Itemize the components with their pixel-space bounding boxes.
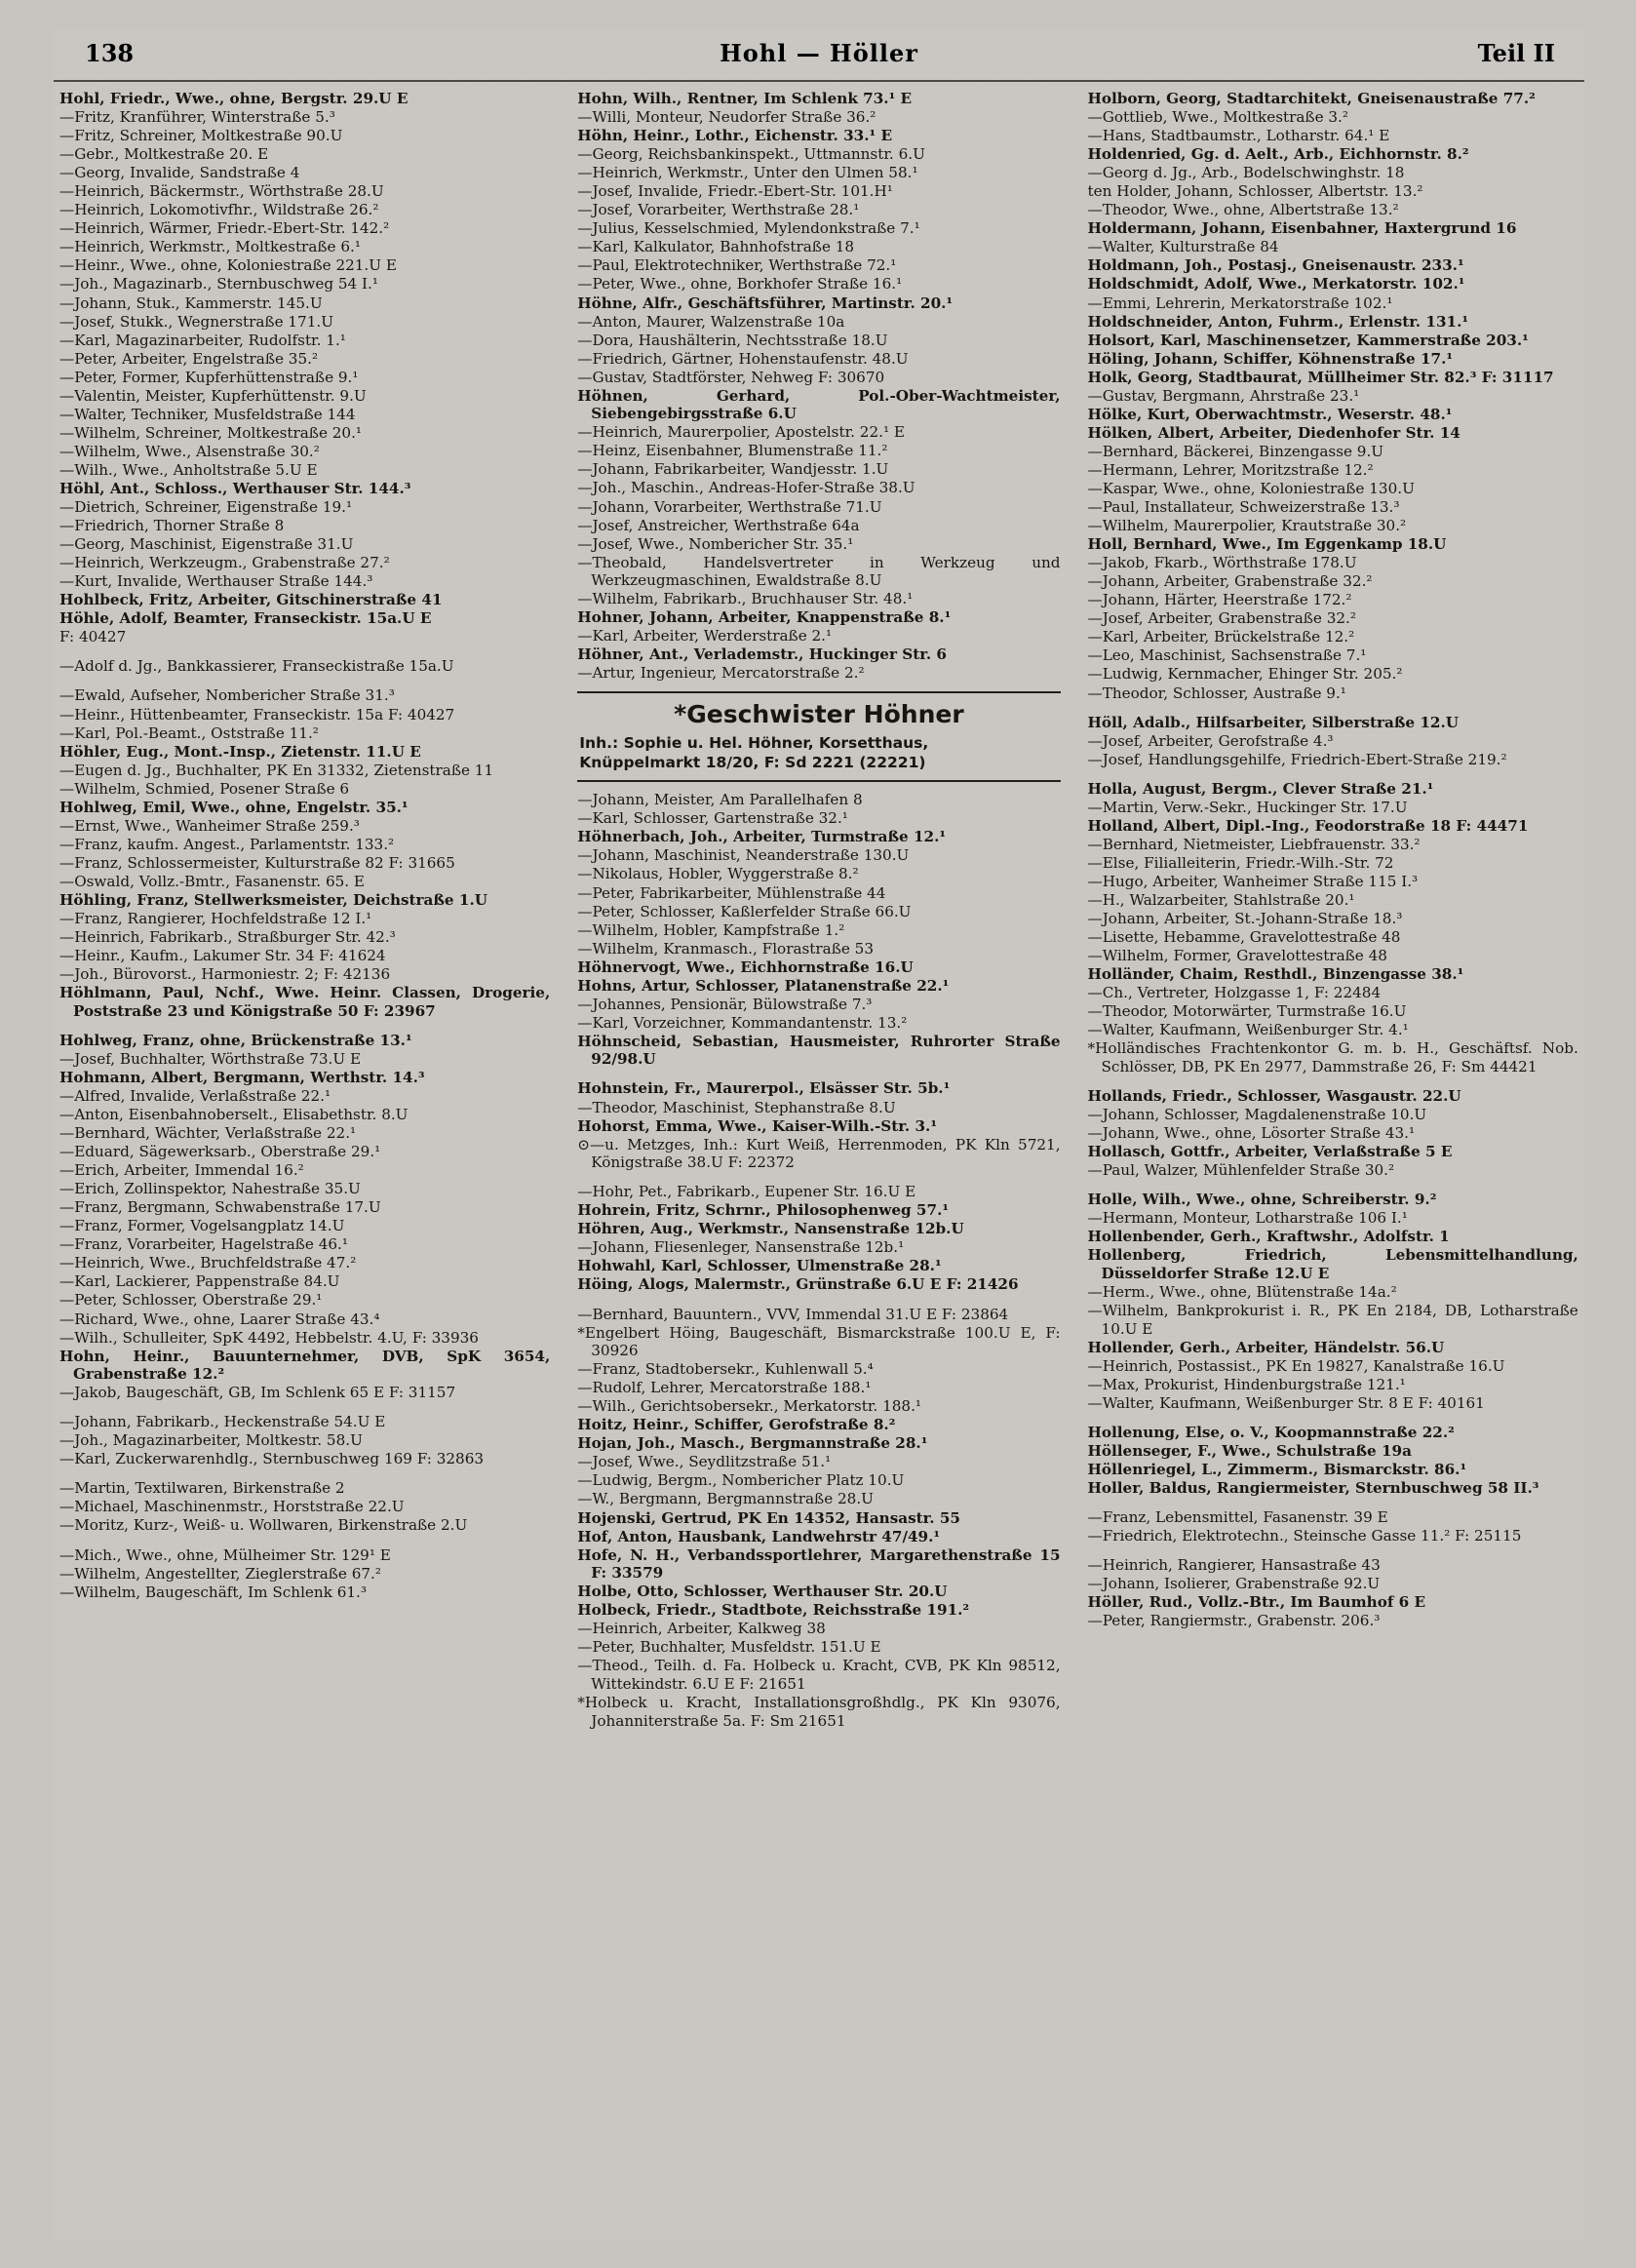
directory-entry: —Franz, Bergmann, Schwabenstraße 17.U xyxy=(59,1198,381,1217)
directory-entry: Holland, Albert, Dipl.-Ing., Feodorstraße 18 F: 44471 xyxy=(1087,816,1529,835)
directory-entry: —Joh., Maschin., Andreas-Hofer-Straße 38.U xyxy=(577,479,915,497)
directory-entry: —Karl, Magazinarbeiter, Rudolfstr. 1.¹ xyxy=(59,331,346,349)
directory-entry: Hoitz, Heinr., Schiffer, Gerofstraße 8.² xyxy=(577,1416,896,1434)
directory-entry: —Dietrich, Schreiner, Eigenstraße 19.¹ xyxy=(59,498,353,517)
directory-entry: Höhlmann, Paul, Nchf., Wwe. Heinr. Classen, Drogerie, Poststraße 23 und Königstraße 50 F: 23967 xyxy=(59,984,551,1020)
directory-entry: —Johann, Maschinist, Neanderstraße 130.U xyxy=(577,846,910,865)
directory-entry: —Hans, Stadtbaumstr., Lotharstr. 64.¹ E xyxy=(1087,127,1390,145)
directory-entry: —Johann, Schlosser, Magdalenenstraße 10.U xyxy=(1087,1105,1427,1123)
directory-entry: —Johann, Fabrikarbeiter, Wandjesstr. 1.U xyxy=(577,460,889,479)
directory-entry: Höhren, Aug., Werkmstr., Nansenstraße 12b.U xyxy=(577,1220,964,1238)
directory-entry: —Joh., Bürovorst., Harmoniestr. 2; F: 42136 xyxy=(59,965,391,984)
directory-entry: Hollender, Gerh., Arbeiter, Händelstr. 56.U xyxy=(1087,1338,1445,1356)
directory-entry: —Gebr., Moltkestraße 20. E xyxy=(59,145,269,164)
directory-entry: —Julius, Kesselschmied, Mylendonkstraße 7.¹ xyxy=(577,219,920,238)
directory-entry: —Heinrich, Maurerpolier, Apostelstr. 22.¹ E xyxy=(577,423,905,442)
directory-entry: —Heinrich, Wärmer, Friedr.-Ebert-Str. 142.² xyxy=(59,219,390,238)
directory-entry: —Paul, Installateur, Schweizerstraße 13.³ xyxy=(1087,498,1400,517)
directory-entry: Holler, Baldus, Rangiermeister, Sternbuschweg 58 II.³ xyxy=(1087,1478,1539,1497)
directory-entry: Hofe, N. H., Verbandssportlehrer, Margarethenstraße 15 F: 33579 xyxy=(577,1545,1061,1583)
directory-entry: —Alfred, Invalide, Verlaßstraße 22.¹ xyxy=(59,1086,331,1105)
directory-entry: —Josef, Anstreicher, Werthstraße 64a xyxy=(577,516,860,534)
entry-spacer xyxy=(1088,1498,1578,1508)
directory-entry: —Erich, Zollinspektor, Nahestraße 35.U xyxy=(59,1180,361,1198)
directory-entry: Hohorst, Emma, Wwe., Kaiser-Wilh.-Str. 3.¹ xyxy=(577,1116,937,1135)
directory-entry: —Karl, Arbeiter, Brückelstraße 12.² xyxy=(1087,628,1355,646)
directory-entry: Höhne, Alfr., Geschäftsführer, Martinstr. 20.¹ xyxy=(577,293,954,312)
directory-entry: —Johann, Isolierer, Grabenstraße 92.U xyxy=(1087,1575,1381,1593)
directory-entry: Holdschmidt, Adolf, Wwe., Merkatorstr. 102.¹ xyxy=(1087,275,1465,293)
directory-entry: —Hugo, Arbeiter, Wanheimer Straße 115 I.³ xyxy=(1087,872,1419,890)
directory-entry: —Josef, Buchhalter, Wörthstraße 73.U E xyxy=(59,1049,362,1068)
entry-spacer xyxy=(1088,1413,1578,1424)
directory-entry: Holle, Wilh., Wwe., ohne, Schreiberstr. 9.² xyxy=(1087,1191,1437,1209)
directory-entry: —Fritz, Kranführer, Winterstraße 5.³ xyxy=(59,108,335,127)
directory-entry: —Martin, Verw.-Sekr., Huckinger Str. 17.U xyxy=(1087,798,1408,816)
directory-entry: —Wilhelm, Baugeschäft, Im Schlenk 61.³ xyxy=(59,1583,367,1601)
directory-entry: —Paul, Elektrotechniker, Werthstraße 72.¹ xyxy=(577,256,897,275)
directory-entry: Holbe, Otto, Schlosser, Werthauser Str. 20.U xyxy=(577,1583,948,1601)
directory-entry: Höhn, Heinr., Lothr., Eichenstr. 33.¹ E xyxy=(577,127,893,145)
entry-spacer xyxy=(1088,1545,1578,1556)
directory-entry: Höling, Johann, Schiffer, Köhnenstraße 17.¹ xyxy=(1087,349,1454,368)
directory-entry: —Georg d. Jg., Arb., Bodelschwinghstr. 18 xyxy=(1087,164,1405,182)
directory-entry: —Friedrich, Gärtner, Hohenstaufenstr. 48.U xyxy=(577,349,909,368)
directory-entry: Hof, Anton, Hausbank, Landwehrstr 47/49.¹ xyxy=(577,1527,941,1545)
directory-entry: —Peter, Schlosser, Kaßlerfelder Straße 66.U xyxy=(577,902,912,920)
directory-entry: —Franz, kaufm. Angest., Parlamentstr. 133.² xyxy=(59,835,395,853)
directory-entry: —Franz, Vorarbeiter, Hagelstraße 46.¹ xyxy=(59,1235,348,1254)
directory-entry: —Paul, Walzer, Mühlenfelder Straße 30.² xyxy=(1087,1161,1395,1180)
directory-entry: —Peter, Arbeiter, Engelstraße 35.² xyxy=(59,349,319,368)
entry-spacer xyxy=(59,1468,550,1479)
directory-entry: —Karl, Zuckerwarenhdlg., Sternbuschweg 169 F: 32863 xyxy=(59,1450,485,1468)
page-header xyxy=(54,39,1584,78)
directory-entry: Hohns, Artur, Schlosser, Platanenstraße 22.¹ xyxy=(577,976,950,995)
page-body xyxy=(54,29,1584,2239)
directory-entry: —Martin, Textilwaren, Birkenstraße 2 xyxy=(59,1479,345,1498)
column-2-top xyxy=(577,90,1060,683)
directory-entry: —Peter, Fabrikarbeiter, Mühlenstraße 44 xyxy=(577,883,886,902)
directory-entry: Hohlbeck, Fritz, Arbeiter, Gitschinerstraße 41 xyxy=(59,591,443,609)
directory-entry: —Heinrich, Lokomotivfhr., Wildstraße 26.² xyxy=(59,201,379,219)
header-rule xyxy=(54,80,1584,82)
directory-entry: Holländer, Chaim, Resthdl., Binzengasse 38.¹ xyxy=(1087,965,1464,984)
directory-entry: —Eduard, Sägewerksarb., Oberstraße 29.¹ xyxy=(59,1143,381,1161)
directory-entry: *Holbeck u. Kracht, Installationsgroßhdlg., PK Kln 93076, Johanniterstraße 5a. F: Sm 21651 xyxy=(577,1693,1061,1730)
directory-entry: —Georg, Maschinist, Eigenstraße 31.U xyxy=(59,535,354,554)
directory-entry: —Joh., Magazinarb., Sternbuschweg 54 I.¹ xyxy=(59,275,378,293)
directory-entry: Holk, Georg, Stadtbaurat, Müllheimer Str. 82.³ F: 31117 xyxy=(1087,368,1554,386)
directory-entry: —Richard, Wwe., ohne, Laarer Straße 43.⁴ xyxy=(59,1310,380,1328)
directory-entry: Hojenski, Gertrud, PK En 14352, Hansastr. 55 xyxy=(577,1508,960,1527)
directory-entry: —Theobald, Handelsvertreter in Werkzeug und Werkzeugmaschinen, Ewaldstraße 8.U xyxy=(577,553,1061,590)
directory-entry: Hohmann, Albert, Bergmann, Werthstr. 14.³ xyxy=(59,1068,425,1086)
directory-entry: —Karl, Arbeiter, Werderstraße 2.¹ xyxy=(577,627,833,645)
directory-entry: Holdmann, Joh., Postasj., Gneisenaustr. 233.¹ xyxy=(1087,256,1464,275)
directory-entry: —Heinrich, Bäckermstr., Wörthstraße 28.U xyxy=(59,182,384,201)
entry-spacer xyxy=(577,1172,1060,1183)
directory-entry: —Wilhelm, Wwe., Alsenstraße 30.² xyxy=(59,442,320,460)
directory-entry: —Eugen d. Jg., Buchhalter, PK En 31332, Zietenstraße 11 xyxy=(59,761,494,779)
directory-entry: —Oswald, Vollz.-Bmtr., Fasanenstr. 65. E xyxy=(59,872,366,890)
directory-entry: —Else, Filialleiterin, Friedr.-Wilh.-Str. 72 xyxy=(1087,853,1394,872)
directory-entry: —Bernhard, Wächter, Verlaßstraße 22.¹ xyxy=(59,1124,357,1143)
directory-entry: Holla, August, Bergm., Clever Straße 21.¹ xyxy=(1087,779,1434,798)
directory-entry: —Lisette, Hebamme, Gravelottestraße 48 xyxy=(1087,928,1401,947)
directory-entry: —Theod., Teilh. d. Fa. Holbeck u. Kracht, CVB, PK Kln 98512, Wittekindstr. 6.U E F: 21651 xyxy=(577,1657,1061,1693)
directory-entry: —Heinrich, Werkzeugm., Grabenstraße 27.² xyxy=(59,554,390,572)
directory-entry: —Wilhelm, Schreiner, Moltkestraße 20.¹ xyxy=(59,423,362,442)
directory-entry: Hohnstein, Fr., Maurerpol., Elsässer Str. 5b.¹ xyxy=(577,1079,951,1098)
directory-entry: Höing, Alogs, Malermstr., Grünstraße 6.U E F: 21426 xyxy=(577,1275,1019,1294)
directory-entry: —Valentin, Meister, Kupferhüttenstr. 9.U xyxy=(59,386,367,405)
directory-entry: Hollasch, Gottfr., Arbeiter, Verlaßstraße 5 E xyxy=(1087,1143,1453,1161)
directory-entry: —Kaspar, Wwe., ohne, Koloniestraße 130.U xyxy=(1087,479,1415,497)
directory-entry: Höhler, Eug., Mont.-Insp., Zietenstr. 11.U E xyxy=(59,742,421,761)
directory-entry: —Wilhelm, Bankprokurist i. R., PK En 2184, DB, Lotharstraße 10.U E xyxy=(1087,1301,1578,1338)
directory-entry: —Johann, Fabrikarb., Heckenstraße 54.U E xyxy=(59,1413,386,1431)
directory-entry: —Erich, Arbeiter, Immendal 16.² xyxy=(59,1161,304,1180)
directory-entry: —Franz, Lebensmittel, Fasanenstr. 39 E xyxy=(1087,1507,1388,1526)
directory-entry: —Leo, Maschinist, Sachsenstraße 7.¹ xyxy=(1087,646,1367,665)
directory-entry: —Theodor, Wwe., ohne, Albertstraße 13.² xyxy=(1087,201,1399,219)
directory-entry: Höhnscheid, Sebastian, Hausmeister, Ruhrorter Straße 92/98.U xyxy=(577,1032,1061,1069)
directory-entry: —Walter, Kulturstraße 84 xyxy=(1087,238,1279,256)
directory-entry: —Johannes, Pensionär, Bülowstraße 7.³ xyxy=(577,995,873,1013)
directory-entry: —Josef, Vorarbeiter, Werthstraße 28.¹ xyxy=(577,201,860,219)
directory-entry: —Josef, Arbeiter, Grabenstraße 32.² xyxy=(1087,609,1356,628)
column-3 xyxy=(1074,90,1584,1731)
entry-spacer xyxy=(59,676,550,686)
directory-entry: Höhnerbach, Joh., Arbeiter, Turmstraße 12.¹ xyxy=(577,828,947,846)
directory-entry: Höhling, Franz, Stellwerksmeister, Deichstraße 1.U xyxy=(59,890,487,909)
directory-entry: —Emmi, Lehrerin, Merkatorstraße 102.¹ xyxy=(1087,293,1393,312)
directory-entry: Hollenung, Else, o. V., Koopmannstraße 22.² xyxy=(1087,1423,1455,1441)
directory-entry: —Wilh., Gerichtsobersekr., Merkatorstr. 188.¹ xyxy=(577,1397,921,1416)
directory-entry: —Bernhard, Nietmeister, Liebfrauenstr. 33.² xyxy=(1087,835,1421,853)
directory-entry: —Bernhard, Bauuntern., VVV, Immendal 31.U E F: 23864 xyxy=(577,1305,1009,1323)
directory-entry: —Anton, Maurer, Walzenstraße 10a xyxy=(577,312,845,331)
directory-entry: —Josef, Arbeiter, Gerofstraße 4.³ xyxy=(1087,731,1334,750)
directory-entry: Hölken, Albert, Arbeiter, Diedenhofer Str. 14 xyxy=(1087,423,1461,442)
ad-line-2: Knüppelmarkt 18/20, F: Sd 2221 (22221) xyxy=(579,754,926,772)
directory-entry: —Herm., Wwe., ohne, Blütenstraße 14a.² xyxy=(1087,1282,1397,1301)
column-2-bottom xyxy=(577,791,1060,1730)
directory-entry: —Peter, Former, Kupferhüttenstraße 9.¹ xyxy=(59,368,359,386)
directory-entry: Hollenberg, Friedrich, Lebensmittelhandlung, Düsseldorfer Straße 12.U E xyxy=(1087,1246,1578,1282)
directory-entry: —W., Bergmann, Bergmannstraße 28.U xyxy=(577,1490,874,1508)
directory-entry: Hollenbender, Gerh., Kraftwshr., Adolfstr. 1 xyxy=(1087,1228,1450,1246)
directory-entry: *Holländisches Frachtenkontor G. m. b. H., Geschäftsf. Nob. Schlösser, DB, PK En 2977, Dammstraße 26, F: Sm 44421 xyxy=(1087,1039,1578,1075)
directory-entry: —Johann, Fliesenleger, Nansenstraße 12b.¹ xyxy=(577,1238,905,1257)
directory-entry: Holdschneider, Anton, Fuhrm., Erlenstr. 131.¹ xyxy=(1087,312,1469,331)
directory-entry: —Michael, Maschinenmstr., Horststraße 22.U xyxy=(59,1498,405,1516)
directory-entry: —Wilhelm, Hobler, Kampfstraße 1.² xyxy=(577,920,845,939)
directory-entry: —Max, Prokurist, Hindenburgstraße 121.¹ xyxy=(1087,1375,1406,1393)
directory-entry: —Wilhelm, Kranmasch., Florastraße 53 xyxy=(577,939,875,958)
directory-entry: —Johann, Vorarbeiter, Werthstraße 71.U xyxy=(577,497,882,516)
directory-entry: —Wilhelm, Former, Gravelottestraße 48 xyxy=(1087,947,1387,965)
directory-entry: Höllenriegel, L., Zimmerm., Bismarckstr. 86.¹ xyxy=(1087,1460,1467,1478)
ad-line-1: Inh.: Sophie u. Hel. Höhner, Korsetthaus, xyxy=(579,734,929,752)
directory-entry: Hojan, Joh., Masch., Bergmannstraße 28.¹ xyxy=(577,1434,928,1453)
directory-entry: —Rudolf, Lehrer, Mercatorstraße 188.¹ xyxy=(577,1379,872,1397)
directory-entry: Hollands, Friedr., Schlosser, Wasgaustr. 22.U xyxy=(1087,1086,1461,1105)
ad-title: *Geschwister Höhner xyxy=(674,700,964,728)
directory-entry: ten Holder, Johann, Schlosser, Albertstr. 13.² xyxy=(1087,182,1423,201)
directory-entry: —Moritz, Kurz-, Weiß- u. Wollwaren, Birkenstraße 2.U xyxy=(59,1516,468,1535)
entry-spacer xyxy=(1088,1076,1578,1087)
directory-entry: —Johann, Arbeiter, Grabenstraße 32.² xyxy=(1087,572,1373,591)
directory-entry: —Heinrich, Werkmstr., Moltkestraße 6.¹ xyxy=(59,238,361,256)
directory-entry: —Hohr, Pet., Fabrikarb., Eupener Str. 16.U E xyxy=(577,1183,916,1201)
directory-entry: Hohlweg, Franz, ohne, Brückenstraße 13.¹ xyxy=(59,1031,412,1049)
directory-entry: —Karl, Kalkulator, Bahnhofstraße 18 xyxy=(577,238,855,256)
directory-entry: —Anton, Eisenbahnoberselt., Elisabethstr. 8.U xyxy=(59,1105,409,1123)
entry-spacer xyxy=(59,646,550,657)
directory-entry: —Walter, Kaufmann, Weißenburger Str. 4.¹ xyxy=(1087,1021,1409,1039)
directory-entry: —Johann, Arbeiter, St.-Johann-Straße 18.³ xyxy=(1087,910,1403,928)
directory-entry: Höllenseger, F., Wwe., Schulstraße 19a xyxy=(1087,1441,1412,1460)
directory-entry: —Heinrich, Arbeiter, Kalkweg 38 xyxy=(577,1620,826,1638)
directory-entry: —Wilhelm, Schmied, Posener Straße 6 xyxy=(59,779,350,798)
directory-entry: —Jakob, Fkarb., Wörthstraße 178.U xyxy=(1087,554,1357,572)
directory-entry: —Franz, Schlossermeister, Kulturstraße 82 F: 31665 xyxy=(59,853,455,872)
directory-entry: Höhnervogt, Wwe., Eichhornstraße 16.U xyxy=(577,958,914,976)
column-2 xyxy=(564,90,1073,1731)
directory-entry: —Peter, Wwe., ohne, Borkhofer Straße 16.¹ xyxy=(577,275,903,293)
directory-entry: —Jakob, Baugeschäft, GB, Im Schlenk 65 E F: 31157 xyxy=(59,1384,456,1402)
directory-entry: —Wilhelm, Angestellter, Zieglerstraße 67.² xyxy=(59,1564,381,1583)
directory-entry: —Ludwig, Kernmacher, Ehinger Str. 205.² xyxy=(1087,665,1403,684)
directory-entry: Hohlweg, Emil, Wwe., ohne, Engelstr. 35.¹ xyxy=(59,798,409,816)
directory-entry: —Johann, Härter, Heerstraße 172.² xyxy=(1087,591,1352,609)
directory-entry: —Heinrich, Fabrikarb., Straßburger Str. 42.³ xyxy=(59,928,396,947)
directory-entry: —Nikolaus, Hobler, Wyggerstraße 8.² xyxy=(577,865,859,883)
directory-entry: —Karl, Lackierer, Pappenstraße 84.U xyxy=(59,1272,340,1291)
directory-entry: Hohrein, Fritz, Schrnr., Philosophenweg 57.¹ xyxy=(577,1201,950,1220)
directory-entry: —H., Walzarbeiter, Stahlstraße 20.¹ xyxy=(1087,890,1355,909)
directory-entry: —Hermann, Lehrer, Moritzstraße 12.² xyxy=(1087,460,1374,479)
entry-spacer xyxy=(577,1069,1060,1079)
directory-entry: —Kurt, Invalide, Werthauser Straße 144.³ xyxy=(59,572,373,591)
directory-entry: —Georg, Invalide, Sandstraße 4 xyxy=(59,164,300,182)
directory-entry: —Heinrich, Wwe., Bruchfeldstraße 47.² xyxy=(59,1254,357,1272)
directory-entry: Höhner, Ant., Verlademstr., Huckinger Str. 6 xyxy=(577,645,947,664)
directory-entry: —Ernst, Wwe., Wanheimer Straße 259.³ xyxy=(59,816,360,835)
column-1 xyxy=(54,90,564,1731)
directory-entry: —Josef, Handlungsgehilfe, Friedrich-Ebert-Straße 219.² xyxy=(1087,750,1507,768)
directory-entry: —Franz, Former, Vogelsangplatz 14.U xyxy=(59,1217,345,1235)
entry-spacer xyxy=(1088,703,1578,714)
directory-columns xyxy=(54,90,1584,1731)
directory-entry: —Heinrich, Werkmstr., Unter den Ulmen 58.¹ xyxy=(577,164,918,182)
directory-entry: —Bernhard, Bäckerei, Binzengasse 9.U xyxy=(1087,442,1384,460)
directory-entry: —Franz, Rangierer, Hochfeldstraße 12 I.¹ xyxy=(59,910,372,928)
directory-entry: Hölke, Kurt, Oberwachtmstr., Weserstr. 48.¹ xyxy=(1087,405,1453,423)
directory-entry: Höhl, Ant., Schloss., Werthauser Str. 144.³ xyxy=(59,479,411,497)
directory-entry: —Theodor, Schlosser, Austraße 9.¹ xyxy=(1087,684,1346,702)
directory-entry: —Mich., Wwe., ohne, Mülheimer Str. 129¹ E xyxy=(59,1545,391,1564)
directory-entry: —Joh., Magazinarbeiter, Moltkestr. 58.U xyxy=(59,1431,363,1450)
entry-spacer xyxy=(59,1536,550,1546)
directory-entry: —Fritz, Schreiner, Moltkestraße 90.U xyxy=(59,127,343,145)
directory-entry: —Karl, Vorzeichner, Kommandantenstr. 13.² xyxy=(577,1013,908,1032)
directory-entry: —Johann, Meister, Am Parallelhafen 8 xyxy=(577,791,863,809)
directory-entry: —Josef, Stukk., Wegnerstraße 171.U xyxy=(59,312,334,331)
entry-spacer xyxy=(1088,1180,1578,1191)
directory-entry: —Gottlieb, Wwe., Moltkestraße 3.² xyxy=(1087,108,1348,127)
directory-entry: —Wilhelm, Maurerpolier, Krautstraße 30.² xyxy=(1087,517,1407,535)
directory-entry: F: 40427 xyxy=(59,628,127,646)
directory-entry: —Franz, Stadtobersekr., Kuhlenwall 5.⁴ xyxy=(577,1360,874,1379)
directory-entry: —Wilh., Schulleiter, SpK 4492, Hebbelstr. 4.U, F: 33936 xyxy=(59,1328,479,1347)
directory-entry: —Peter, Rangiermstr., Grabenstr. 206.³ xyxy=(1087,1612,1381,1630)
directory-entry: —Ch., Vertreter, Holzgasse 1, F: 22484 xyxy=(1087,984,1382,1002)
directory-entry: —Heinz, Eisenbahner, Blumenstraße 11.² xyxy=(577,442,888,460)
directory-entry: —Johann, Stuk., Kammerstr. 145.U xyxy=(59,293,323,312)
directory-entry: —Ludwig, Bergm., Nombericher Platz 10.U xyxy=(577,1471,905,1490)
directory-entry: Höhnen, Gerhard, Pol.-Ober-Wachtmeister, Siebengebirgsstraße 6.U xyxy=(577,386,1061,423)
directory-entry: —Peter, Schlosser, Oberstraße 29.¹ xyxy=(59,1291,323,1310)
directory-entry: —Gustav, Stadtförster, Nehweg F: 30670 xyxy=(577,368,885,386)
directory-entry: Hohner, Johann, Arbeiter, Knappenstraße 8.¹ xyxy=(577,608,952,627)
directory-entry: —Hermann, Monteur, Lotharstraße 106 I.¹ xyxy=(1087,1209,1408,1228)
directory-entry: Hohwahl, Karl, Schlosser, Ulmenstraße 28.¹ xyxy=(577,1257,942,1275)
directory-entry: Hohn, Heinr., Bauunternehmer, DVB, SpK 3654, Grabenstraße 12.² xyxy=(59,1347,551,1384)
directory-entry: —Walter, Techniker, Musfeldstraße 144 xyxy=(59,405,356,423)
directory-entry: —Wilhelm, Fabrikarb., Bruchhauser Str. 48.¹ xyxy=(577,590,914,608)
entry-spacer xyxy=(1088,769,1578,780)
directory-entry: —Heinr., Hüttenbeamter, Franseckistr. 15a F: 40427 xyxy=(59,705,455,723)
directory-entry: —Heinrich, Postassist., PK En 19827, Kanalstraße 16.U xyxy=(1087,1356,1505,1375)
directory-entry: —Josef, Wwe., Nombericher Str. 35.¹ xyxy=(577,534,854,553)
entry-spacer xyxy=(577,1295,1060,1306)
directory-entry: —Heinr., Kaufm., Lakumer Str. 34 F: 41624 xyxy=(59,947,386,965)
directory-entry: —Artur, Ingenieur, Mercatorstraße 2.² xyxy=(577,664,865,683)
directory-entry: —Heinr., Wwe., ohne, Koloniestraße 221.U E xyxy=(59,256,397,275)
directory-entry: Holborn, Georg, Stadtarchitekt, Gneisenaustraße 77.² xyxy=(1087,90,1536,107)
directory-entry: —Dora, Haushälterin, Nechtsstraße 18.U xyxy=(577,331,888,349)
directory-entry: —Wilh., Wwe., Anholtstraße 5.U E xyxy=(59,460,318,479)
directory-entry: Holsort, Karl, Maschinensetzer, Kammerstraße 203.¹ xyxy=(1087,331,1529,349)
directory-entry: —Karl, Pol.-Beamt., Oststraße 11.² xyxy=(59,723,319,742)
directory-entry: —Adolf d. Jg., Bankkassierer, Franseckistraße 15a.U xyxy=(59,657,454,676)
directory-entry: —Gustav, Bergmann, Ahrstraße 23.¹ xyxy=(1087,386,1360,405)
directory-entry: Höller, Rud., Vollz.-Btr., Im Baumhof 6 E xyxy=(1087,1593,1426,1612)
directory-entry: —Willi, Monteur, Neudorfer Straße 36.² xyxy=(577,108,876,127)
advertisement-geschwister-hoehner xyxy=(577,691,1060,782)
directory-entry: —Heinrich, Rangierer, Hansastraße 43 xyxy=(1087,1556,1381,1575)
directory-entry: Holbeck, Friedr., Stadtbote, Reichsstraße 191.² xyxy=(577,1601,970,1620)
directory-entry: Höll, Adalb., Hilfsarbeiter, Silberstraße 12.U xyxy=(1087,713,1459,731)
entry-spacer xyxy=(59,1021,550,1032)
directory-entry: Holdenried, Gg. d. Aelt., Arb., Eichhornstr. 8.² xyxy=(1087,145,1469,164)
directory-entry: —Karl, Schlosser, Gartenstraße 32.¹ xyxy=(577,809,848,828)
directory-entry: —Johann, Wwe., ohne, Lösorter Straße 43.¹ xyxy=(1087,1124,1416,1143)
directory-entry: Holdermann, Johann, Eisenbahner, Haxtergrund 16 xyxy=(1087,219,1517,238)
directory-entry: Holl, Bernhard, Wwe., Im Eggenkamp 18.U xyxy=(1087,535,1447,554)
directory-entry: —Peter, Buchhalter, Musfeldstr. 151.U E xyxy=(577,1638,881,1657)
directory-entry: Höhle, Adolf, Beamter, Franseckistr. 15a.U E xyxy=(59,609,432,628)
directory-entry: —Josef, Invalide, Friedr.-Ebert-Str. 101.H¹ xyxy=(577,182,893,201)
directory-entry: ⊙—u. Metzges, Inh.: Kurt Weiß, Herrenmoden, PK Kln 5721, Königstraße 38.U F: 22372 xyxy=(577,1135,1061,1172)
directory-entry: Hohn, Wilh., Rentner, Im Schlenk 73.¹ E xyxy=(577,90,913,107)
directory-entry: Hohl, Friedr., Wwe., ohne, Bergstr. 29.U E xyxy=(59,90,409,107)
directory-entry: —Ewald, Aufseher, Nombericher Straße 31.³ xyxy=(59,686,395,705)
page-number: 138 xyxy=(85,39,135,67)
directory-entry: —Josef, Wwe., Seydlitzstraße 51.¹ xyxy=(577,1453,832,1471)
directory-entry: —Theodor, Motorwärter, Turmstraße 16.U xyxy=(1087,1002,1407,1021)
directory-entry: —Theodor, Maschinist, Stephanstraße 8.U xyxy=(577,1098,896,1116)
running-head: Hohl — Höller xyxy=(720,39,918,67)
section-label: Teil II xyxy=(1477,39,1555,67)
directory-entry: —Georg, Reichsbankinspekt., Uttmannstr. 6.U xyxy=(577,145,925,164)
directory-entry: *Engelbert Höing, Baugeschäft, Bismarckstraße 100.U E, F: 30926 xyxy=(577,1323,1061,1360)
directory-entry: —Walter, Kaufmann, Weißenburger Str. 8 E F: 40161 xyxy=(1087,1393,1485,1412)
directory-entry: —Friedrich, Elektrotechn., Steinsche Gasse 11.² F: 25115 xyxy=(1087,1526,1522,1545)
directory-entry: —Friedrich, Thorner Straße 8 xyxy=(59,517,285,535)
entry-spacer xyxy=(59,1402,550,1413)
